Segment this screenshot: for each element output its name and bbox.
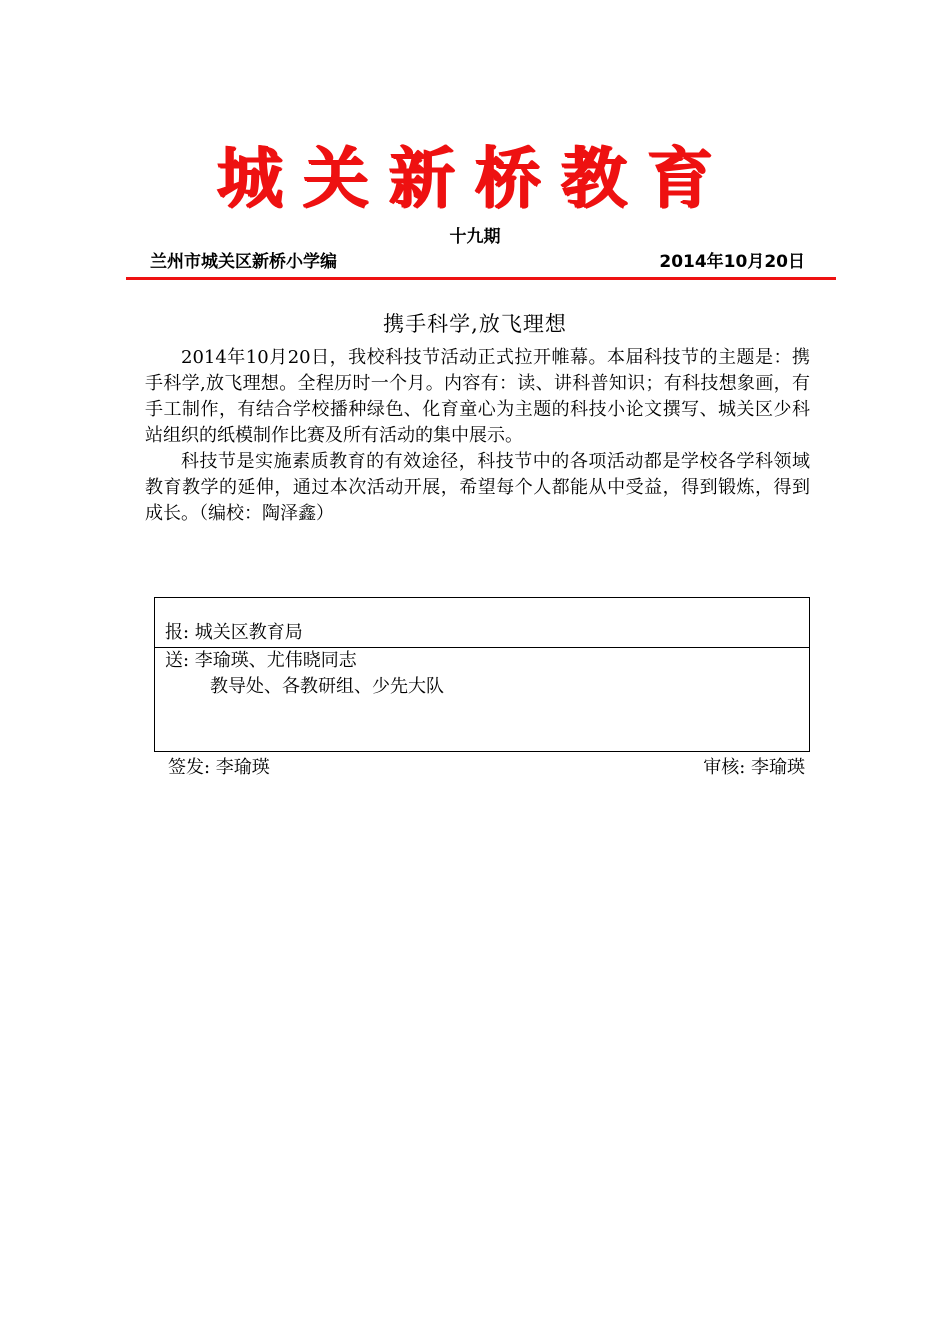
publisher: 兰州市城关区新桥小学编 (150, 252, 337, 272)
signed-by: 签发: 李瑜瑛 (168, 757, 270, 778)
article-paragraph-1: 2014年10月20日，我校科技节活动正式拉开帷幕。本届科技节的主题是：携手科学,放飞理想。全程历时一个月。内容有：读、讲科普知识；有科技想象画，有手工制作，有结合学校播种绿色、化育童心为主题的科技小论文撰写、城关区少科站组织的纸模制作比赛及所有活动的集中展示。 (145, 347, 810, 446)
article-title: 携手科学,放飞理想 (383, 312, 567, 336)
send-to-line-2: 教导处、各教研组、少先大队 (210, 676, 444, 697)
article-body (145, 345, 810, 527)
issue-number: 十九期 (449, 227, 501, 247)
article-paragraph-2: 科技节是实施素质教育的有效途径，科技节中的各项活动都是学校各学科领域教育教学的延伸，通过本次活动开展，希望每个人都能从中受益，得到锻炼，得到成长。（编校：陶泽鑫） (145, 451, 810, 524)
header-divider (126, 277, 836, 280)
send-to-line-1: 送: 李瑜瑛、尤伟晓同志 (165, 650, 357, 671)
masthead-title: 城关新桥教育 (217, 139, 733, 217)
publication-date: 2014年10月20日 (659, 252, 805, 272)
reviewed-by: 审核: 李瑜瑛 (703, 757, 805, 778)
report-to-text: 报: 城关区教育局 (165, 622, 303, 643)
distribution-box (154, 597, 810, 752)
report-to-row (155, 598, 809, 648)
